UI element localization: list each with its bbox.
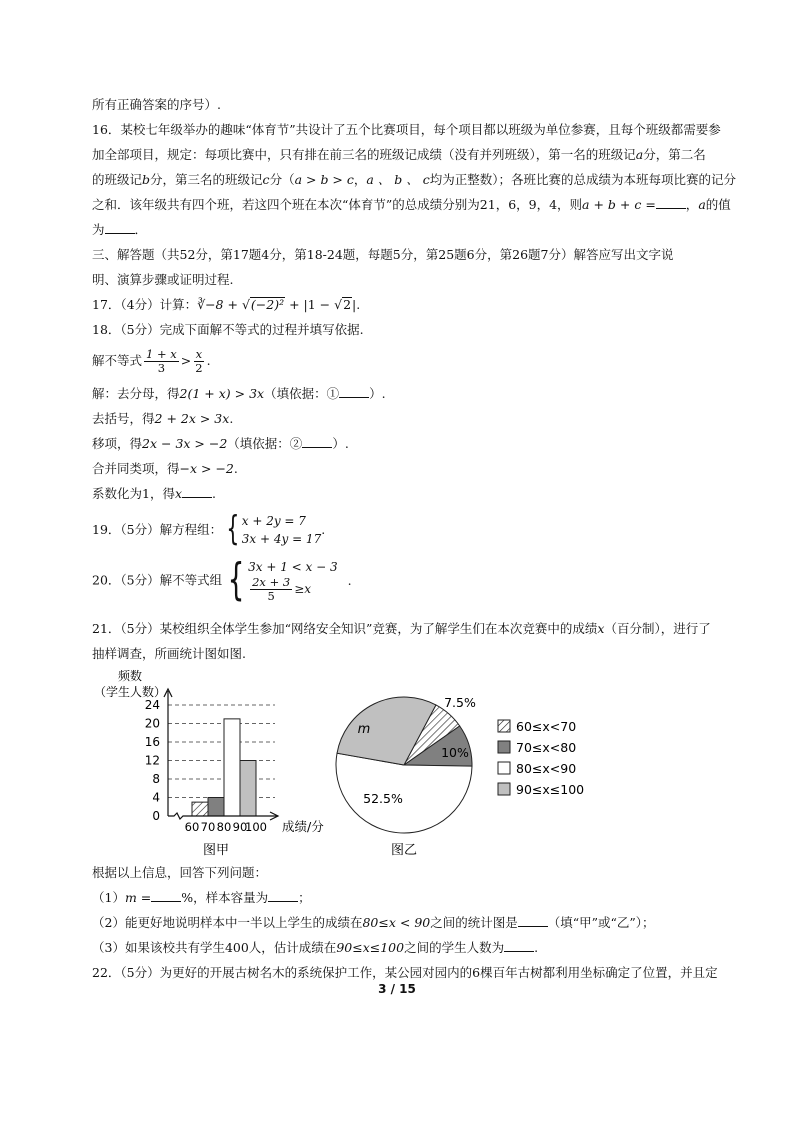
legend-swatch [498, 762, 510, 774]
x-tick-label: 70 [200, 820, 216, 834]
answer-blank [504, 939, 534, 952]
answer-blank [518, 914, 548, 927]
legend-label: 80≤x<90 [516, 761, 577, 776]
legend-label: 60≤x<70 [516, 719, 577, 734]
q21-part-3: （3）如果该校共有学生400人，估计成绩在90≤x≤100之间的学生人数为 . [92, 940, 539, 955]
q16-line-4: 之和．该年级共有四个班，若这四个班在本次“体育节”的总成绩分别为21，6，9，4，则a + b + c = ，a的值 [92, 197, 731, 212]
y-tick-label: 8 [152, 772, 160, 786]
page-number: 3 / 15 [378, 982, 416, 996]
y-tick-label: 0 [152, 809, 160, 823]
y-tick-label: 16 [144, 735, 160, 749]
q21-part-2: （2）能更好地说明样本中一半以上学生的成绩在80≤x < 90之间的统计图是 （填“甲”或“乙”）； [92, 915, 655, 930]
answer-blank [302, 435, 332, 448]
carryover-text: 所有正确答案的序号）. [92, 97, 221, 112]
bar-chart [94, 668, 324, 858]
section3-line-1: 三、解答题（共52分，第17题4分，第18-24题，每题5分，第25题6分，第26题7分）解答应写出文字说 [92, 247, 674, 262]
q18-step-2: 去括号，得2 + 2x > 3x. [92, 411, 234, 426]
section3-line-2: 明、演算步骤或证明过程. [92, 272, 234, 287]
q18-step-5: 系数化为1，得x . [92, 486, 217, 501]
q16-line-2: 加全部项目，规定：每项比赛中，只有排在前三名的班级记成绩（没有并列班级），第一名的班级记a分，第二名 [92, 147, 706, 162]
x-tick-label: 100 [245, 820, 267, 834]
q19-line: 19．（5分）解方程组： { x + 2y = 7 3x + 4y = 17 . [92, 509, 326, 549]
bar [224, 719, 240, 816]
legend-label: 70≤x<80 [516, 740, 577, 755]
chart-title: 图乙 [390, 843, 418, 858]
bar [208, 798, 224, 817]
answer-blank [268, 889, 298, 902]
y-tick-label: 4 [152, 790, 160, 805]
q16-line-1: 16．某校七年级举办的趣味“体育节”共设计了五个比赛项目，每个项目都以班级为单位参赛，且每个班级都需要参 [92, 122, 721, 137]
bar [192, 802, 208, 816]
y-tick-label: 12 [144, 753, 160, 768]
bar [240, 761, 256, 817]
q18-step-4: 合并同类项，得−x > −2. [92, 461, 238, 476]
q21-part-1: （1）m = %，样本容量为 ； [92, 890, 311, 905]
slice-label: m [357, 722, 371, 737]
legend-swatch [498, 741, 510, 753]
y-tick-label: 24 [144, 698, 160, 712]
q18-title: 18．（5分）完成下面解不等式的过程并填写依据. [92, 322, 364, 337]
answer-blank [182, 485, 212, 498]
pie-legend [498, 719, 584, 797]
slice-label: 52.5% [363, 791, 403, 806]
answer-blank [105, 221, 135, 234]
slice-label: 10% [441, 745, 469, 760]
q21-line-1: 21．（5分）某校组织全体学生参加“网络安全知识”竞赛，为了解学生们在本次竞赛中的成绩x（百分制），进行了 [92, 621, 711, 636]
legend-swatch [498, 783, 510, 795]
q16-line-5: 为 ． [92, 222, 148, 237]
q21-after-text: 根据以上信息，回答下列问题： [92, 865, 268, 880]
answer-blank [656, 196, 686, 209]
inequality-system: { 3x + 1 < x − 3 $\frac{2x + 3}{5}$ ≥x [227, 554, 338, 605]
x-tick-label: 80 [216, 820, 232, 834]
pie-chart [336, 695, 476, 858]
y-tick-label: 20 [144, 716, 160, 731]
equation-system: { x + 2y = 7 3x + 4y = 17 [226, 509, 322, 549]
figures [0, 665, 794, 865]
q18-step-1: 解：去分母，得2(1 + x) > 3x（填依据：① ）. [92, 386, 386, 401]
x-tick-label: 60 [184, 820, 200, 834]
q18-step-3: 移项，得2x − 3x > −2（填依据：② ）. [92, 436, 349, 451]
answer-blank [151, 889, 181, 902]
legend-swatch [498, 720, 510, 732]
y-axis-label: 频数 [117, 669, 143, 683]
answer-blank [339, 385, 369, 398]
y-axis-label: （学生人数） [93, 685, 167, 699]
q18-inequality: 解不等式 $\frac{1 + x}{3}$ > $\frac{x}{2}$ . [92, 347, 211, 375]
q20-line: 20．（5分）解不等式组 { 3x + 1 < x − 3 $\frac{2x + 3}{5}$ ≥x . [92, 554, 352, 605]
x-axis-label: 成绩/分 [282, 819, 324, 834]
chart-title: 图甲 [202, 843, 230, 858]
legend-label: 90≤x≤100 [516, 782, 585, 797]
q22-line-1: 22．（5分）为更好的开展古树名木的系统保护工作，某公园对园内的6棵百年古树都利用坐标确定了位置，并且定 [92, 965, 718, 980]
x-tick-label: 90 [232, 820, 248, 834]
q21-line-2: 抽样调查，所画统计图如图. [92, 646, 246, 661]
q17-line: 17．（4分）计算：∛−8 + √(−2)² + |1 − √2|. [92, 297, 361, 312]
q16-line-3: 的班级记b分，第三名的班级记c分（a > b > c，a 、 b 、 c均为正整数）；各班比赛的总成绩为本班每项比赛的记分 [92, 172, 737, 187]
slice-label: 7.5% [444, 695, 476, 710]
